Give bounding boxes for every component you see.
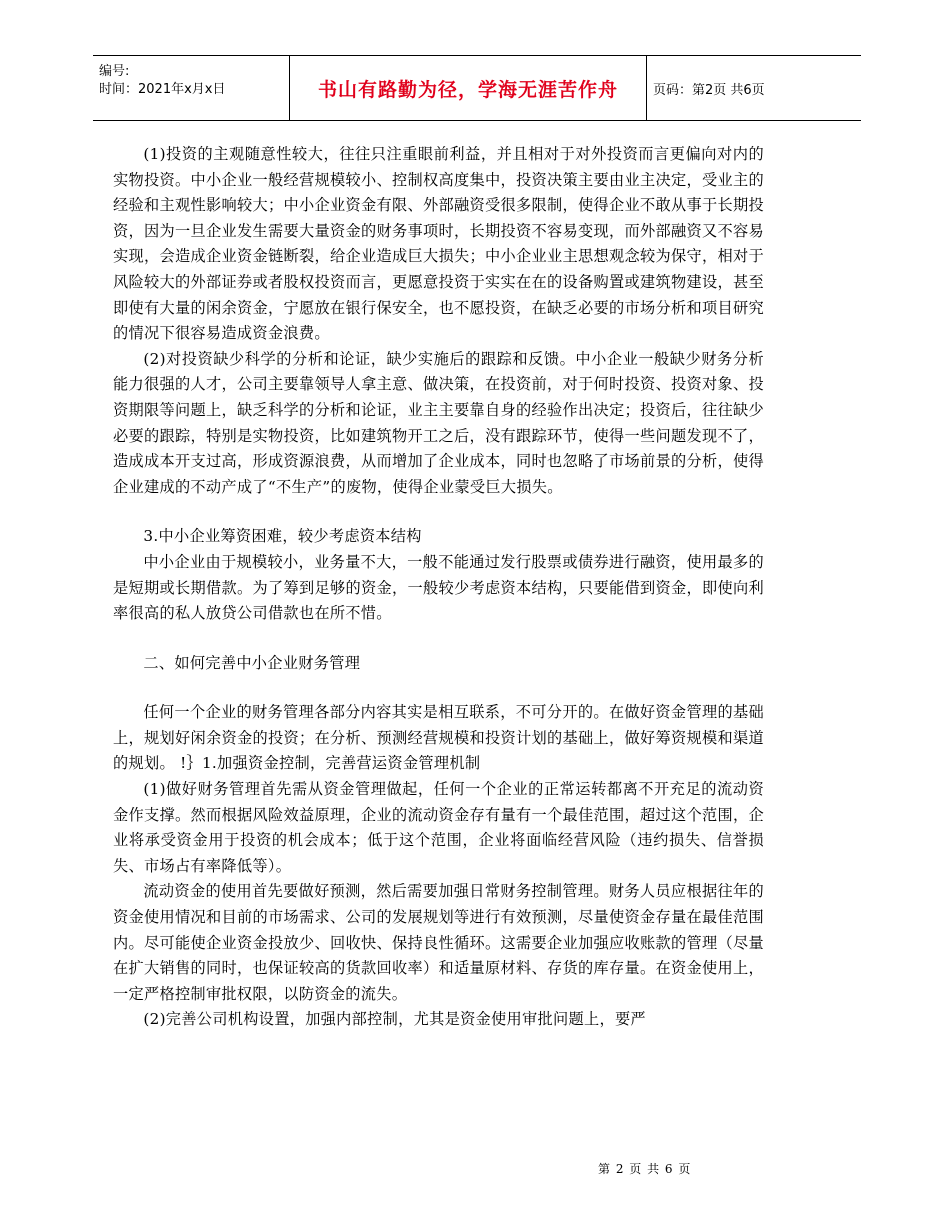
paragraph-overview: 任何一个企业的财务管理各部分内容其实是相互联系，不可分开的。在做好资金管理的基础上，规划好闲余资金的投资；在分析、预测经营规模和投资计划的基础上，做好筹资规模和渠道的规划。 !｝1.加强资金控制，完善营运资金管理机制 [113,703,764,773]
time-label: 时间：2021年x月x日 [99,82,226,97]
header-motto: 书山有路勤为径，学海无涯苦作舟 [289,56,647,120]
paragraph-financing: 中小企业由于规模较小，业务量不大，一般不能通过发行股票或债券进行融资，使用最多的是短期或长期借款。为了筹到足够的资金，一般较少考虑资本结构，只要能借到资金，即使向利率很高的私人放贷公司借款也在所不惜。 [113,552,764,623]
header-meta [93,56,289,120]
document-body [113,142,764,1033]
page-header [93,55,861,121]
page-footer-number: 第 2 页 共 6 页 [598,1162,692,1176]
spacer [113,627,764,651]
section-heading-improvement: 二、如何完善中小企业财务管理 [143,653,361,672]
paragraph-liquidity: 流动资金的使用首先要做好预测，然后需要加强日常财务控制管理。财务人员应根据往年的资金使用情况和目前的市场需求、公司的发展规划等进行有效预测，尽量使资金存量在最佳范围内。尽可能使企业资金投放少、回收快、保持良性循环。这需要企业加强应收账款的管理（尽量在扩大销售的同时，也保证较高的货款回收率）和适量原材料、存货的库存量。在资金使用上，一定严格控制审批权限，以防资金的流失。 [113,882,764,1003]
header-page-info: 页码：第2页 共6页 [653,82,765,98]
spacer [113,676,764,700]
section-heading-financing: 3.中小企业筹资困难，较少考虑资本结构 [143,527,422,546]
spacer [113,500,764,524]
number-label: 编号: [99,64,130,79]
paragraph-investment-subjectivity: (1)投资的主观随意性较大，往往只注重眼前利益，并且相对于对外投资而言更偏向对内的实物投资。中小企业一般经营规模较小、控制权高度集中，投资决策主要由业主决定，受业主的经验和主观性影响较大；中小企业资金有限、外部融资受很多限制，使得企业不敢从事于长期投资，因为一旦企业发生需要大量资金的财务事项时，长期投资不容易变现，而外部融资又不容易实现，会造成企业资金链断裂，给企业造成巨大损失；中小企业业主思想观念较为保守，相对于风险较大的外部证券或者股权投资而言，更愿意投资于实实在在的设备购置或建筑物建设，甚至即使有大量的闲余资金，宁愿放在银行保安全，也不愿投资，在缺乏必要的市场分析和项目研究的情况下很容易造成资金浪费。 [113,145,764,343]
paragraph-internal-control: (2)完善公司机构设置，加强内部控制，尤其是资金使用审批问题上，要严 [143,1010,646,1029]
paragraph-investment-analysis: (2)对投资缺少科学的分析和论证，缺少实施后的跟踪和反馈。中小企业一般缺少财务分析能力很强的人才，公司主要靠领导人拿主意、做决策，在投资前，对于何时投资、投资对象、投资期限等问题上，缺乏科学的分析和论证，业主主要靠自身的经验作出决定；投资后，往往缺少必要的跟踪，特别是实物投资，比如建筑物开工之后，没有跟踪环节，使得一些问题发现不了，造成成本开支过高，形成资源浪费，从而增加了企业成本，同时也忽略了市场前景的分析，使得企业建成的不动产成了“不生产”的废物，使得企业蒙受巨大损失。 [113,349,764,496]
paragraph-fund-management: (1)做好财务管理首先需从资金管理做起，任何一个企业的正常运转都离不开充足的流动资金作支撑。然而根据风险效益原理，企业的流动资金存有量有一个最佳范围，超过这个范围，企业将承受资金用于投资的机会成本；低于这个范围，企业将面临经营风险（违约损失、信誉损失、市场占有率降低等）。 [113,780,764,875]
